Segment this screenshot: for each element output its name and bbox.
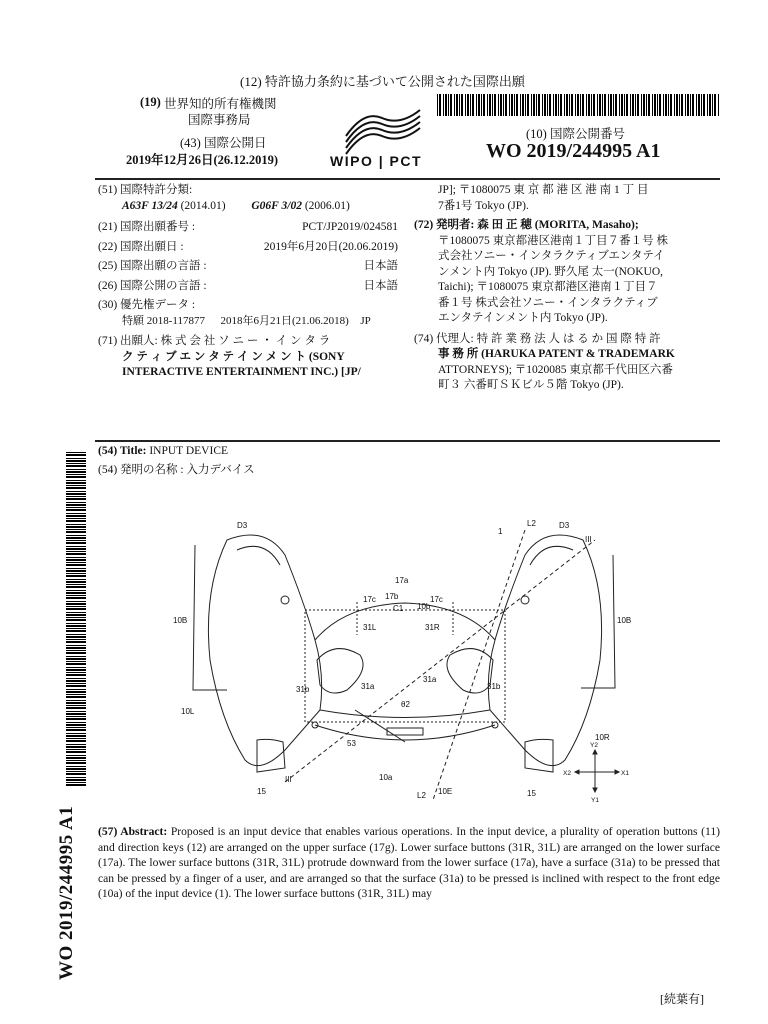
pubnum-label: (10) 国際公開番号 [526, 127, 625, 141]
pubdate-value: 2019年12月26日(26.12.2019) [126, 153, 279, 167]
pubnum-value: WO 2019/244995 A1 [486, 140, 661, 162]
label-17a: 17a [395, 576, 409, 585]
f51-date1: (2014.01) [180, 199, 226, 212]
r6: ンメント内 Tokyo (JP). 野久尾 太一(NOKUO, [438, 265, 664, 278]
bib-right [414, 183, 720, 394]
label-31a-right: 31a [423, 675, 437, 684]
label-15-left: 15 [257, 787, 266, 796]
org-name: 世界知的所有権機関 [164, 97, 277, 111]
f30-country: JP [360, 314, 371, 327]
label-theta2: θ2 [401, 700, 410, 709]
f25-value: 日本語 [363, 260, 398, 272]
r4: 〒1080075 東京都港区港南１丁目７番１号 株 [438, 234, 668, 247]
r3: (72) 発明者: 森 田 正 穂 (MORITA, Masaho); [414, 219, 639, 231]
header-rule [95, 178, 720, 180]
r2: 7番1号 Tokyo (JP). [438, 199, 529, 212]
label-c1: C1 [393, 604, 404, 613]
title-block [98, 444, 255, 478]
label-31L: 31L [363, 623, 377, 632]
wipo-logo-text: WIPO | PCT [330, 153, 423, 169]
label-10R: 10R [595, 733, 610, 742]
f51-classes [98, 199, 398, 215]
abstract [98, 824, 720, 902]
pct-title: (12) 特許協力条約に基づいて公開された国際出願 [240, 74, 525, 89]
f71-line2: ク テ ィ ブ エ ン タ テ イ ン メ ン ト (SONY [122, 350, 345, 363]
abstract-label: (57) Abstract: [98, 825, 168, 838]
r8: 番１号 株式会社ソニー・インタラクティブ [438, 296, 658, 309]
barcode-side [66, 452, 86, 787]
label-d3-left: D3 [237, 521, 248, 530]
label-l2-bottom: L2 [417, 791, 426, 800]
side-pubnum: WO 2019/244995 A1 [56, 805, 77, 980]
figure [165, 510, 645, 810]
f26-value: 日本語 [363, 279, 398, 292]
label-17b: 17b [385, 592, 399, 601]
f21-label: (21) 国際出願番号 : [98, 221, 196, 233]
label-15-right: 15 [527, 789, 536, 798]
f21-value: PCT/JP2019/024581 [302, 221, 398, 233]
f22-value: 2019年6月20日(20.06.2019) [263, 240, 398, 253]
r11: 事 務 所 (HARUKA PATENT & TRADEMARK [438, 348, 675, 360]
r7: Taichi); 〒1080075 東京都港区港南１丁目７ [438, 281, 658, 293]
f51-class2: G06F 3/02 [251, 199, 302, 212]
title-jp: 入力デバイス [186, 463, 255, 476]
label-31b-right: 31b [487, 682, 501, 691]
label-10a: 10a [379, 773, 393, 782]
f51-class1: A63F 13/24 [122, 199, 178, 212]
title-label: (54) Title: [98, 445, 147, 457]
f71-line3: INTERACTIVE ENTERTAINMENT INC.) [JP/ [122, 366, 361, 378]
org-office: 国際事務局 [188, 113, 251, 127]
label-x1: X1 [621, 770, 629, 777]
label-l2-top: L2 [527, 519, 536, 528]
r13: 町３ 六番町ＳＫビル５階 Tokyo (JP). [438, 379, 624, 391]
title-jp-label: (54) 発明の名称 : [98, 463, 184, 476]
label-10b: 10b [417, 602, 431, 611]
label-y1: Y1 [591, 797, 599, 804]
label-10B-left: 10B [173, 616, 188, 625]
org-code: (19) [140, 95, 161, 109]
label-10L: 10L [181, 707, 195, 716]
label-31b-left: 31b [296, 685, 310, 694]
r10: (74) 代理人: 特 許 業 務 法 人 は る か 国 際 特 許 [414, 332, 661, 345]
continued-note: [続葉有] [660, 992, 704, 1006]
r9: エンタテインメント内 Tokyo (JP). [438, 312, 608, 324]
pubdate-label: (43) 国際公開日 [180, 136, 267, 150]
f22-label: (22) 国際出願日 : [98, 240, 184, 253]
r5: 式会社ソニー・インタラクティブエンタテイ [438, 250, 665, 262]
label-x2: X2 [563, 770, 571, 777]
barcode-top [437, 94, 719, 116]
label-10B-right: 10B [617, 616, 632, 625]
abstract-text: Proposed is an input device that enables various operations. In the input device, a plurality of operation buttons (11) and direction keys (12) are arranged on the upper surface (17g). Lower surface buttons (31R, 31L) are arranged on the lower surface (17a). The lower surface buttons (31R, 31L) protrude downward from the lower surface (17a), have a surface (31a) to be pressed that can be pressed by a finger of a user, and are arranged so that the surface (31a) to be pressed is inclined with respect to the front edge (10a) of the input device (1). The lower surface buttons (31R, 31L) may [98, 825, 720, 900]
label-iii-bottom: III [285, 775, 292, 784]
r12: ATTORNEYS); 〒1020085 東京都千代田区六番 [438, 363, 673, 376]
f30-app: 特願 2018-117877 [122, 314, 206, 327]
f30-label: (30) 優先権データ : [98, 299, 196, 311]
title-en: INPUT DEVICE [149, 445, 229, 457]
controller-drawing [165, 510, 645, 810]
label-31a-left: 31a [361, 682, 375, 691]
f71-line1: (71) 出願人: 株 式 会 社 ソ ニ ー ・ イ ン タ ラ [98, 335, 331, 347]
label-31R: 31R [425, 623, 440, 632]
label-53: 53 [347, 739, 356, 748]
f51-date2: (2006.01) [304, 199, 350, 212]
label-17c-right: 17c [430, 595, 443, 604]
label-one: 1 [498, 527, 503, 536]
title-rule [95, 440, 720, 442]
f25-label: (25) 国際出願の言語 : [98, 260, 207, 272]
f26-label: (26) 国際公開の言語 : [98, 279, 207, 292]
label-17c-left: 17c [363, 595, 376, 604]
label-y2: Y2 [590, 742, 598, 749]
bib-left [98, 183, 398, 381]
label-d3-right: D3 [559, 521, 570, 530]
r1: JP]; 〒1080075 東 京 都 港 区 港 南 1 丁 目 [438, 184, 649, 196]
label-iii-top: III [585, 535, 592, 544]
f51-label: (51) 国際特許分類: [98, 184, 193, 196]
f30-date: 2018年6月21日(21.06.2018) [220, 314, 349, 327]
label-10E: 10E [438, 787, 453, 796]
